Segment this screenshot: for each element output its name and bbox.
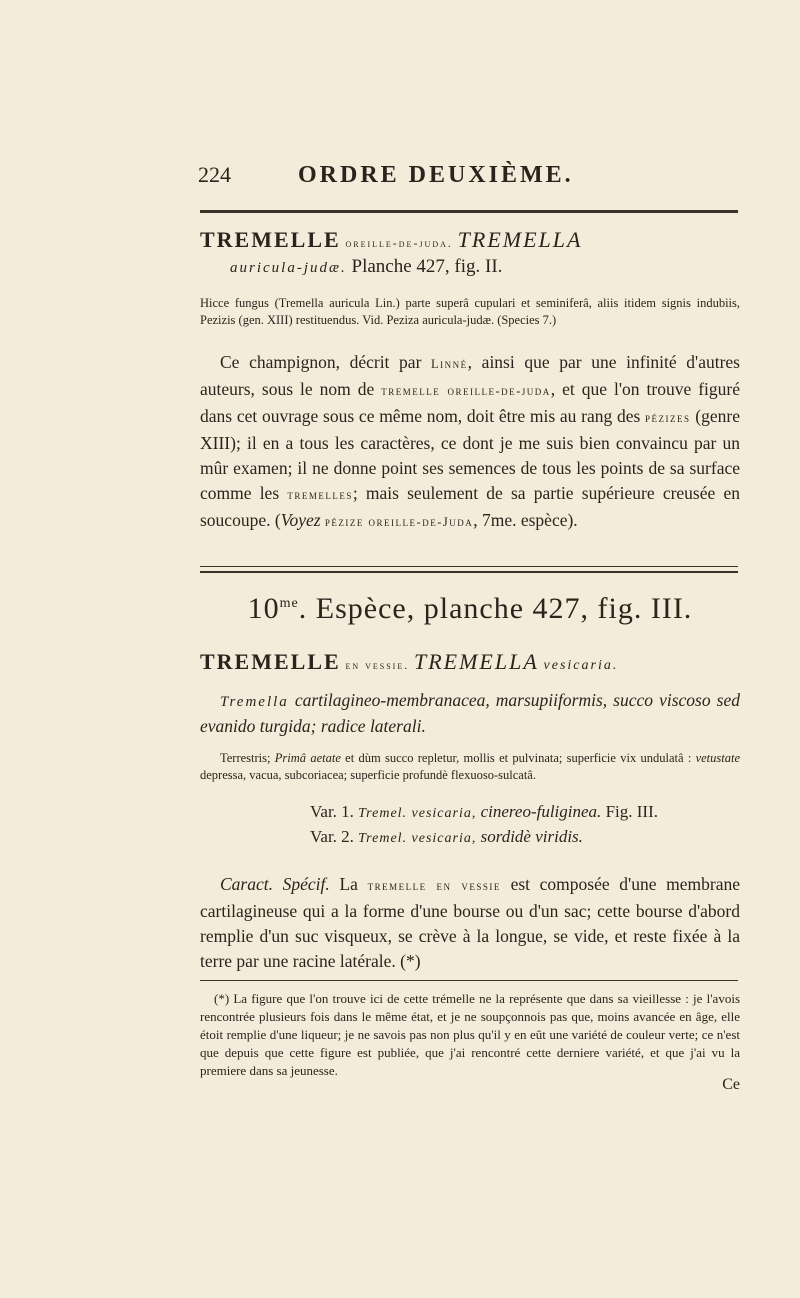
page-header: ORDRE DEUXIÈME. [298,162,574,188]
variety-label: Var. 2. [310,827,354,846]
diagnosis-genus: Tremella [220,694,289,710]
entry1-body-text: (genre XIII); il en a tous les caractères, ce dont je me suis bien convaincu par un mûr examen; il ne donne point ses semences de tous les points de sa surface comme les [200,406,740,503]
footnote: (*) La figure que l'on trouve ici de cette trémelle ne la représente que dans sa vieillesse : je l'avois rencontrée plusieurs fois dans le même état, et je ne soupçonnois pas que, moins avancée en âge, elle étoit remplie d'une liqueur; je ne savois pas non plus qu'il y en eût une variété de couleur verte; ce n'est que depuis que cette figure est publiée, que j'ai rencontré cette derniere variété, et que j'ai vu la premiere dans sa jeunesse. [200,991,740,1078]
caract-text: est composée d'une membrane cartilagineuse qui a la forme d'une bourse ou d'un sac; cette bourse d'abord remplie d'un suc visqueux, se crève à la longue, se vide, et reste fixée à la terre par une racine latérale. (*) [200,874,740,971]
page-number: 224 [198,162,231,187]
catchword: Ce [722,1076,740,1093]
entry2-name-fr: TREMELLE [200,649,341,674]
species-ref: pézize oreille-de-Juda [324,515,474,529]
footnote-rule [200,980,738,981]
voyez-ref: Voyez [280,510,321,530]
diagnosis-text: cartilagineo-membranacea, marsupiiformis, succo viscoso sed evanido turgida; radice laterali. [200,690,740,736]
species-number: 10 [247,592,280,625]
section-rule-bottom [200,571,738,573]
section-rule-top [200,566,738,567]
entry1-plate-ref: Planche 427, fig. II. [351,256,503,277]
entry2-name-latin-2: vesicaria. [543,658,619,673]
latin-note-text: et dùm succo repletur, mollis et pulvinata; superficie vix undulatâ : [340,751,696,765]
header-rule [200,210,738,213]
latin-note-emph: Primâ aetate [274,751,341,765]
latin-note-text: Terrestris; [220,751,275,765]
variety-name: Tremel. vesicaria, [358,806,477,821]
variety-2 [200,825,740,851]
entry1-name-latin-1: TREMELLA [457,227,583,252]
entry2-name-fr-variety: en vessie. [345,658,410,672]
running-head [198,162,738,192]
species-heading-text: . Espèce, planche 427, fig. III. [298,592,693,625]
latin-note-emph: vetustate [695,751,741,765]
variety-desc: sordidè viridis. [480,827,583,846]
caract-species: tremelle en vessie [367,879,501,893]
variety-1 [200,800,740,826]
variety-name: Tremel. vesicaria, [358,831,477,846]
variety-label: Var. 1. [310,802,354,821]
entry1-body-text: Ce champignon, décrit par [220,352,432,372]
entry1-body-text: ; mais seulement de sa partie supérieure creusée en soucoupe. ( [200,483,740,530]
entry2-name-latin-1: TREMELLA [413,649,539,674]
caract-label: Caract. Spécif. [220,874,330,894]
entry1-latin-note: Hicce fungus (Tremella auricula Lin.) parte superâ cupulari et seminiferâ, aliis itidem signis indubiis, Pezizis (gen. XIII) restituendus. Vid. Peziza auricula-judæ. (Species 7.) [200,296,740,327]
entry2-diagnosis [200,688,740,738]
latin-note-text: depressa, vacua, subcoriacea; superficie profundè flexuoso-sulcatâ. [200,768,536,782]
species-heading [200,592,740,626]
entry1-body-text: , ainsi que par une infinité d'autres auteurs, sous le nom de [200,352,740,399]
entry1-body-text: , 7me. espèce). [473,510,578,530]
variety-fig: Fig. III. [605,802,658,821]
entry1-title [200,228,740,280]
author-linne: Linné [431,357,468,371]
species-ref: tremelle oreille-de-juda [381,384,551,398]
entry1-body-text: , et que l'on trouve figuré dans cet ouvrage sous ce même nom, doit être mis au rang des [200,379,740,426]
genus-ref: pézizes [645,411,691,425]
variety-desc: cinereo-fuliginea. [480,802,602,821]
entry2-title [200,650,740,677]
caract-text: La [329,874,368,894]
entry1-body [200,350,740,535]
species-number-suffix: me [279,596,299,611]
entry1-name-fr: TREMELLE [200,227,341,252]
entry1-name-fr-variety: oreille-de-juda. [345,236,453,250]
genus-ref: tremelles [287,488,353,502]
entry2-latin-note [200,750,740,784]
entry1-name-latin-2: auricula-judæ. [230,260,347,276]
entry2-caract [200,872,740,974]
